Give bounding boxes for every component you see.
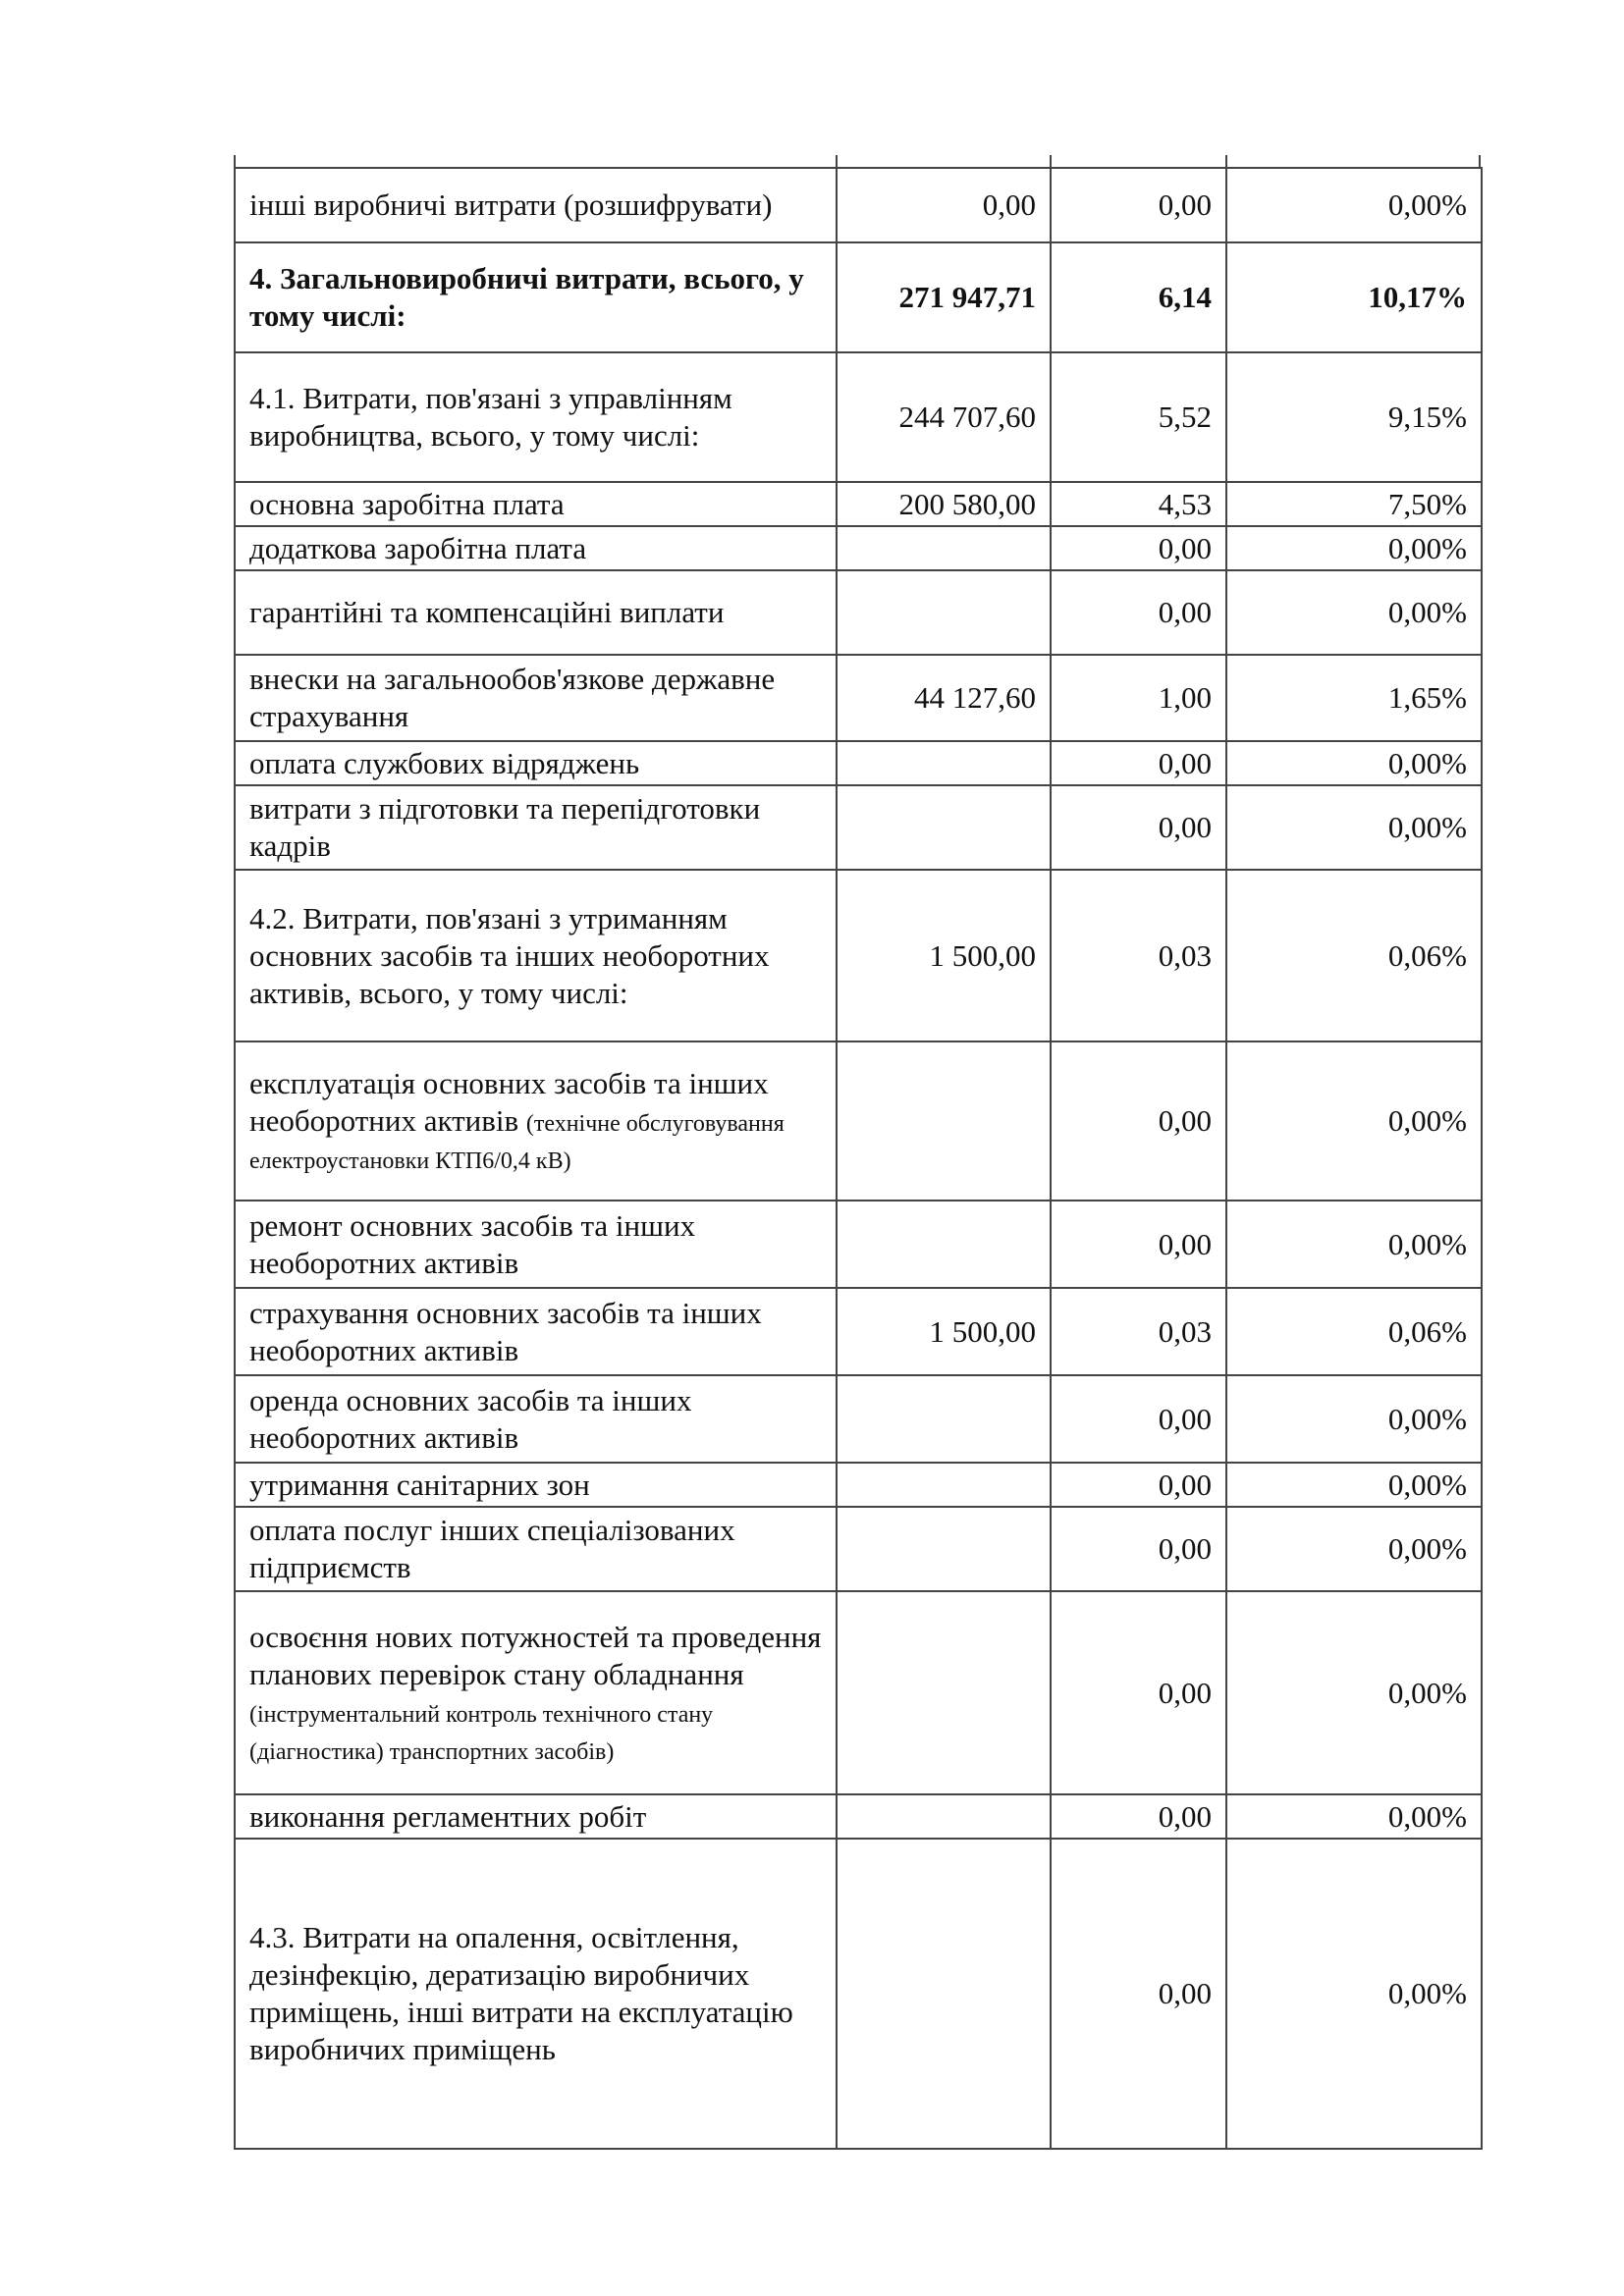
- sum-cell: [837, 1591, 1051, 1794]
- row-label: додаткова заробітна плата: [249, 530, 587, 565]
- share-cell: 9,15%: [1226, 352, 1482, 482]
- row-label: 4.1. Витрати, пов'язані з управлінням виробництва, всього, у тому числі:: [249, 381, 732, 453]
- sum-cell: [837, 785, 1051, 870]
- row-label-cell: [235, 1041, 837, 1201]
- table-row: [235, 526, 1482, 570]
- share-cell: 0,00%: [1226, 785, 1482, 870]
- sum-cell: 200 580,00: [837, 482, 1051, 526]
- row-label: оплата службових відряджень: [249, 745, 640, 780]
- table-row: [235, 242, 1482, 352]
- row-label-cell: [235, 655, 837, 741]
- share-cell: 0,00%: [1226, 1839, 1482, 2149]
- row-label: гарантійні та компенсаційні виплати: [249, 595, 725, 629]
- per-unit-cell: 0,00: [1051, 1201, 1226, 1288]
- share-cell: 0,00%: [1226, 741, 1482, 785]
- share-cell: 7,50%: [1226, 482, 1482, 526]
- sum-cell: [837, 1201, 1051, 1288]
- column-stub: [1050, 155, 1052, 167]
- share-cell: 10,17%: [1226, 242, 1482, 352]
- row-note: (технічне обслуговування електроустановки КТП6/0,4 кВ): [249, 1111, 785, 1174]
- per-unit-cell: 0,00: [1051, 741, 1226, 785]
- table-row: [235, 1041, 1482, 1201]
- share-cell: 0,00%: [1226, 168, 1482, 242]
- per-unit-cell: 0,03: [1051, 870, 1226, 1041]
- sum-cell: [837, 1794, 1051, 1839]
- sum-cell: 271 947,71: [837, 242, 1051, 352]
- row-label: витрати з підготовки та перепідготовки кадрів: [249, 791, 761, 863]
- sum-cell: [837, 1375, 1051, 1463]
- cost-table: [234, 167, 1483, 2150]
- row-label-cell: [235, 352, 837, 482]
- sum-cell: [837, 570, 1051, 655]
- table-row: [235, 1375, 1482, 1463]
- share-cell: 0,00%: [1226, 1507, 1482, 1591]
- share-cell: 0,00%: [1226, 1041, 1482, 1201]
- sum-cell: 1 500,00: [837, 1288, 1051, 1375]
- row-label: 4.2. Витрати, пов'язані з утриманням основних засобів та інших необоротних активів, всього, у тому числі:: [249, 900, 770, 1010]
- row-label: страхування основних засобів та інших необоротних активів: [249, 1295, 762, 1367]
- share-cell: 0,06%: [1226, 870, 1482, 1041]
- sum-cell: [837, 741, 1051, 785]
- per-unit-cell: 6,14: [1051, 242, 1226, 352]
- table-top-edge: [234, 155, 1481, 167]
- table-row: [235, 168, 1482, 242]
- table-row: [235, 352, 1482, 482]
- per-unit-cell: 1,00: [1051, 655, 1226, 741]
- column-stub: [1479, 155, 1481, 167]
- table-row: [235, 1201, 1482, 1288]
- row-label: утримання санітарних зон: [249, 1467, 590, 1502]
- row-label: інші виробничі витрати (розшифрувати): [249, 187, 773, 222]
- row-label: освоєння нових потужностей та проведення планових перевірок стану обладнання: [249, 1619, 822, 1691]
- table-row: [235, 1288, 1482, 1375]
- cost-table-body: [235, 168, 1482, 2149]
- table-row: [235, 482, 1482, 526]
- row-label: виконання регламентних робіт: [249, 1798, 647, 1834]
- row-label: експлуатація основних засобів та інших необоротних активів: [249, 1066, 769, 1138]
- row-label-cell: [235, 526, 837, 570]
- row-label: оренда основних засобів та інших необоротних активів: [249, 1382, 692, 1455]
- row-label-cell: [235, 1839, 837, 2149]
- per-unit-cell: 0,00: [1051, 1794, 1226, 1839]
- row-note: (інструментальний контроль технічного стану (діагностика) транспортних засобів): [249, 1701, 714, 1765]
- share-cell: 0,00%: [1226, 1794, 1482, 1839]
- sum-cell: 244 707,60: [837, 352, 1051, 482]
- row-label-cell: [235, 741, 837, 785]
- column-stub: [234, 155, 236, 167]
- table-row: [235, 870, 1482, 1041]
- sum-cell: [837, 526, 1051, 570]
- share-cell: 0,00%: [1226, 1591, 1482, 1794]
- per-unit-cell: 4,53: [1051, 482, 1226, 526]
- per-unit-cell: 5,52: [1051, 352, 1226, 482]
- table-row: [235, 785, 1482, 870]
- table-row: [235, 655, 1482, 741]
- table-row: [235, 1591, 1482, 1794]
- row-label-cell: [235, 1507, 837, 1591]
- table-row: [235, 1839, 1482, 2149]
- per-unit-cell: 0,00: [1051, 1507, 1226, 1591]
- table-row: [235, 1794, 1482, 1839]
- share-cell: 0,06%: [1226, 1288, 1482, 1375]
- table-row: [235, 570, 1482, 655]
- column-stub: [836, 155, 838, 167]
- table-row: [235, 1463, 1482, 1507]
- row-label: внески на загальнообов'язкове державне страхування: [249, 662, 776, 733]
- share-cell: 0,00%: [1226, 1375, 1482, 1463]
- sum-cell: 1 500,00: [837, 870, 1051, 1041]
- per-unit-cell: 0,00: [1051, 1839, 1226, 2149]
- row-label-cell: [235, 870, 837, 1041]
- row-label-cell: [235, 242, 837, 352]
- table-row: [235, 741, 1482, 785]
- share-cell: 1,65%: [1226, 655, 1482, 741]
- row-label-cell: [235, 1375, 837, 1463]
- row-label-cell: [235, 1794, 837, 1839]
- row-label: 4. Загальновиробничі витрати, всього, у тому числі:: [249, 261, 804, 333]
- sum-cell: [837, 1507, 1051, 1591]
- row-label: 4.3. Витрати на опалення, освітлення, дезінфекцію, дератизацію виробничих приміщень, інші витрати на експлуатацію виробничих приміщень: [249, 1920, 793, 2066]
- row-label-cell: [235, 1288, 837, 1375]
- per-unit-cell: 0,00: [1051, 570, 1226, 655]
- row-label-cell: [235, 1591, 837, 1794]
- per-unit-cell: 0,00: [1051, 785, 1226, 870]
- sum-cell: [837, 1463, 1051, 1507]
- sum-cell: 0,00: [837, 168, 1051, 242]
- per-unit-cell: 0,00: [1051, 1463, 1226, 1507]
- sum-cell: [837, 1041, 1051, 1201]
- column-stub: [1225, 155, 1227, 167]
- table-row: [235, 1507, 1482, 1591]
- sum-cell: [837, 1839, 1051, 2149]
- share-cell: 0,00%: [1226, 1201, 1482, 1288]
- per-unit-cell: 0,00: [1051, 1591, 1226, 1794]
- row-label-cell: [235, 1201, 837, 1288]
- per-unit-cell: 0,00: [1051, 1375, 1226, 1463]
- row-label-cell: [235, 482, 837, 526]
- row-label: оплата послуг інших спеціалізованих підприємств: [249, 1513, 735, 1584]
- per-unit-cell: 0,03: [1051, 1288, 1226, 1375]
- per-unit-cell: 0,00: [1051, 1041, 1226, 1201]
- per-unit-cell: 0,00: [1051, 526, 1226, 570]
- row-label-cell: [235, 785, 837, 870]
- row-label-cell: [235, 1463, 837, 1507]
- share-cell: 0,00%: [1226, 1463, 1482, 1507]
- row-label: основна заробітна плата: [249, 486, 565, 521]
- row-label-cell: [235, 570, 837, 655]
- sum-cell: 44 127,60: [837, 655, 1051, 741]
- row-label: ремонт основних засобів та інших необоротних активів: [249, 1207, 696, 1280]
- per-unit-cell: 0,00: [1051, 168, 1226, 242]
- share-cell: 0,00%: [1226, 526, 1482, 570]
- row-label-cell: [235, 168, 837, 242]
- share-cell: 0,00%: [1226, 570, 1482, 655]
